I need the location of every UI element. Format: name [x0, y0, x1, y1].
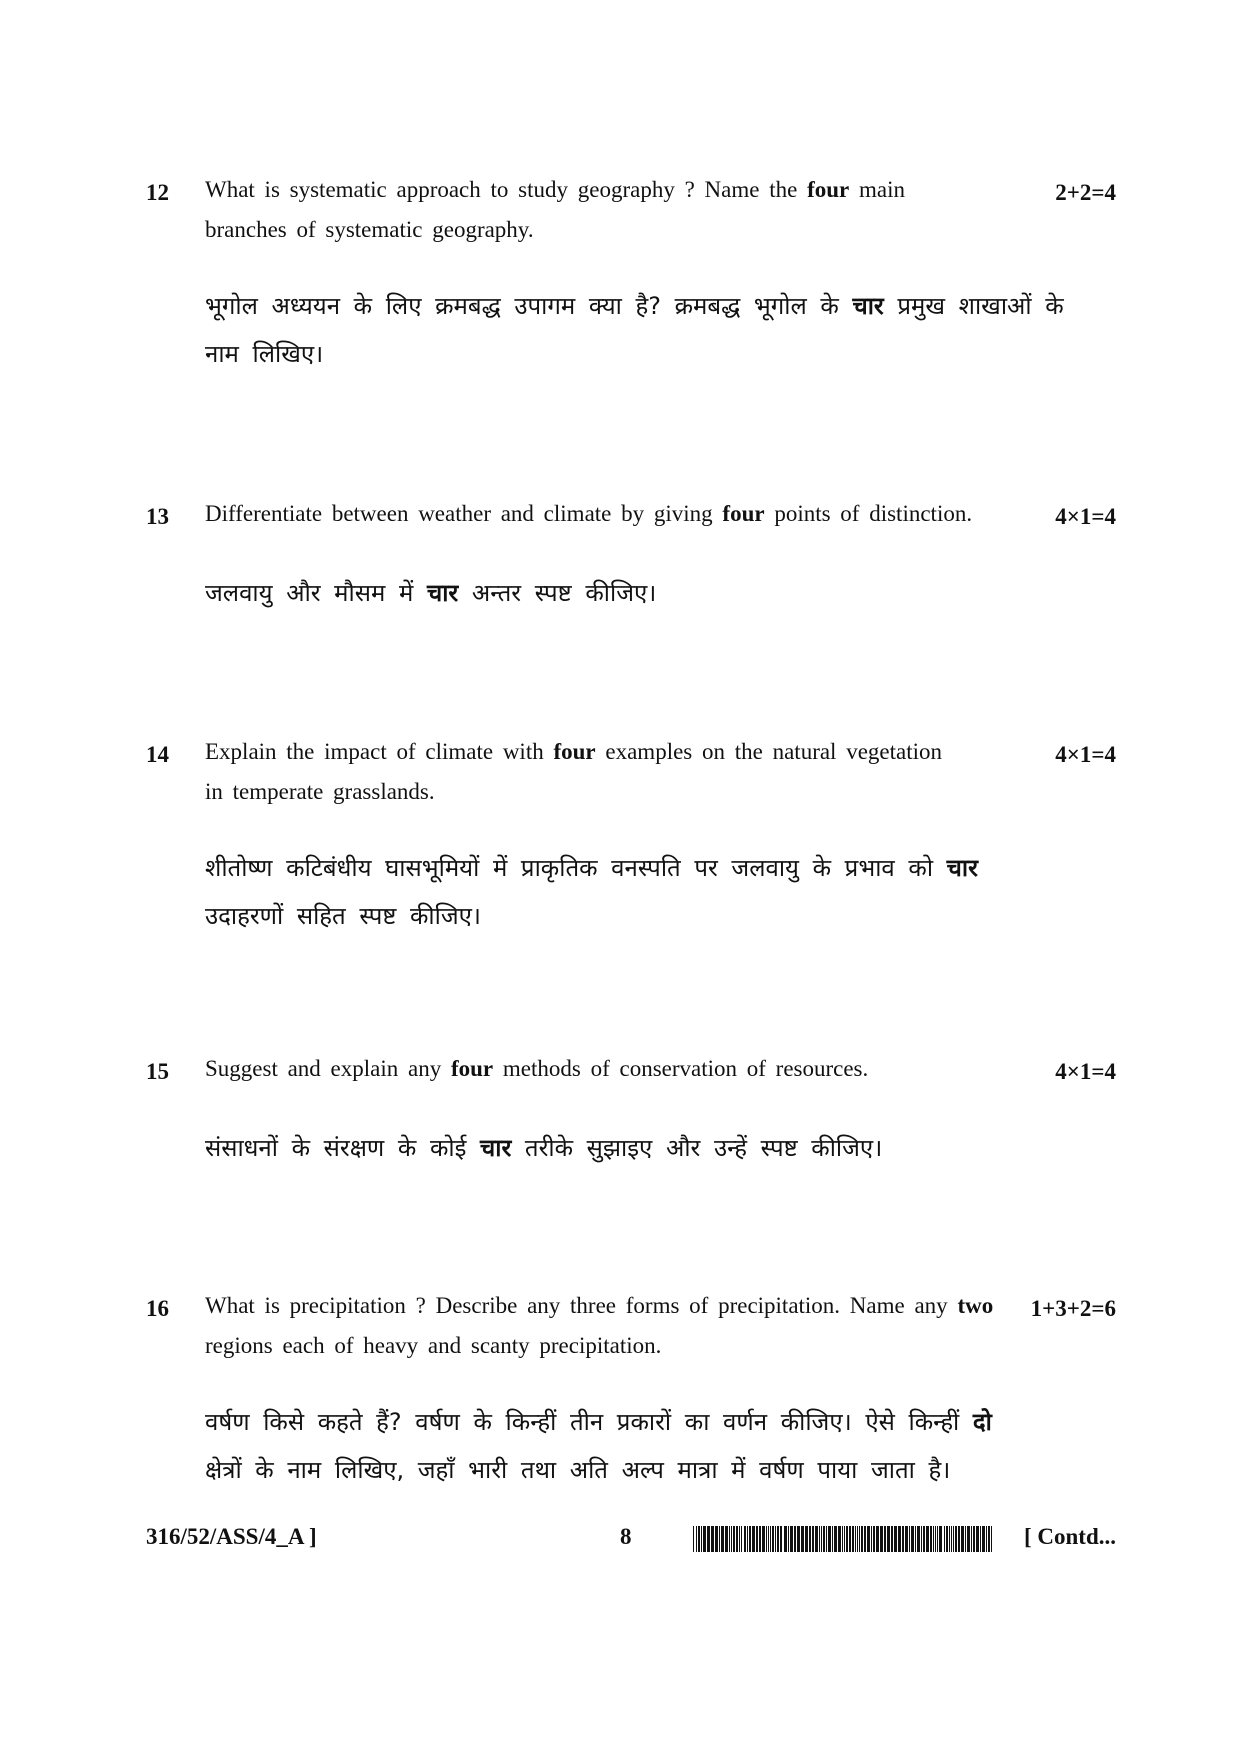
paper-code: 316/52/ASS/4_A ]: [146, 1524, 317, 1549]
question-marks: 2+2=4: [1055, 180, 1116, 205]
question-marks: 1+3+2=6: [1030, 1296, 1116, 1321]
question-number: 15: [146, 1059, 169, 1084]
page-number: 8: [620, 1524, 632, 1549]
question-text-english: Differentiate between weather and climate by giving four points of distinction.: [205, 501, 973, 526]
question-text-hindi: वर्षण किसे कहते हैं? वर्षण के किन्हीं तीन प्रकारों का वर्णन कीजिए। ऐसे किन्हीं दो क्षेत्रों के नाम लिखिए, जहाँ भारी तथा अति अल्प मात्रा में वर्षण पाया जाता है।: [205, 1408, 992, 1484]
question-text-hindi: जलवायु और मौसम में चार अन्तर स्पष्ट कीजिए।: [205, 579, 657, 607]
question-number: 12: [146, 180, 169, 205]
question-text-english: What is precipitation ? Describe any three forms of precipitation. Name any two regions each of heavy and scanty precipitation.: [205, 1293, 994, 1358]
question-marks: 4×1=4: [1055, 504, 1116, 529]
question-marks: 4×1=4: [1055, 1059, 1116, 1084]
continued-label: [ Contd...: [1023, 1524, 1116, 1549]
question-text-english: What is systematic approach to study geography ? Name the four main branches of systematic geography.: [205, 177, 905, 242]
question-marks: 4×1=4: [1055, 742, 1116, 767]
question-text-english: Explain the impact of climate with four examples on the natural vegetation in temperate grasslands.: [205, 739, 942, 804]
page-footer: [0, 1524, 1241, 1560]
question-text-hindi: संसाधनों के संरक्षण के कोई चार तरीके सुझाइए और उन्हें स्पष्ट कीजिए।: [205, 1134, 883, 1162]
barcode-image: [693, 1526, 993, 1552]
question-number: 13: [146, 504, 169, 529]
question-number: 16: [146, 1296, 169, 1321]
question-number: 14: [146, 742, 169, 767]
question-text-hindi: भूगोल अध्ययन के लिए क्रमबद्ध उपागम क्या है? क्रमबद्ध भूगोल के चार प्रमुख शाखाओं के नाम लिखिए।: [205, 292, 1064, 368]
question-text-english: Suggest and explain any four methods of conservation of resources.: [205, 1056, 869, 1081]
question-text-hindi: शीतोष्ण कटिबंधीय घासभूमियों में प्राकृतिक वनस्पति पर जलवायु के प्रभाव को चार उदाहरणों सहित स्पष्ट कीजिए।: [205, 854, 978, 930]
